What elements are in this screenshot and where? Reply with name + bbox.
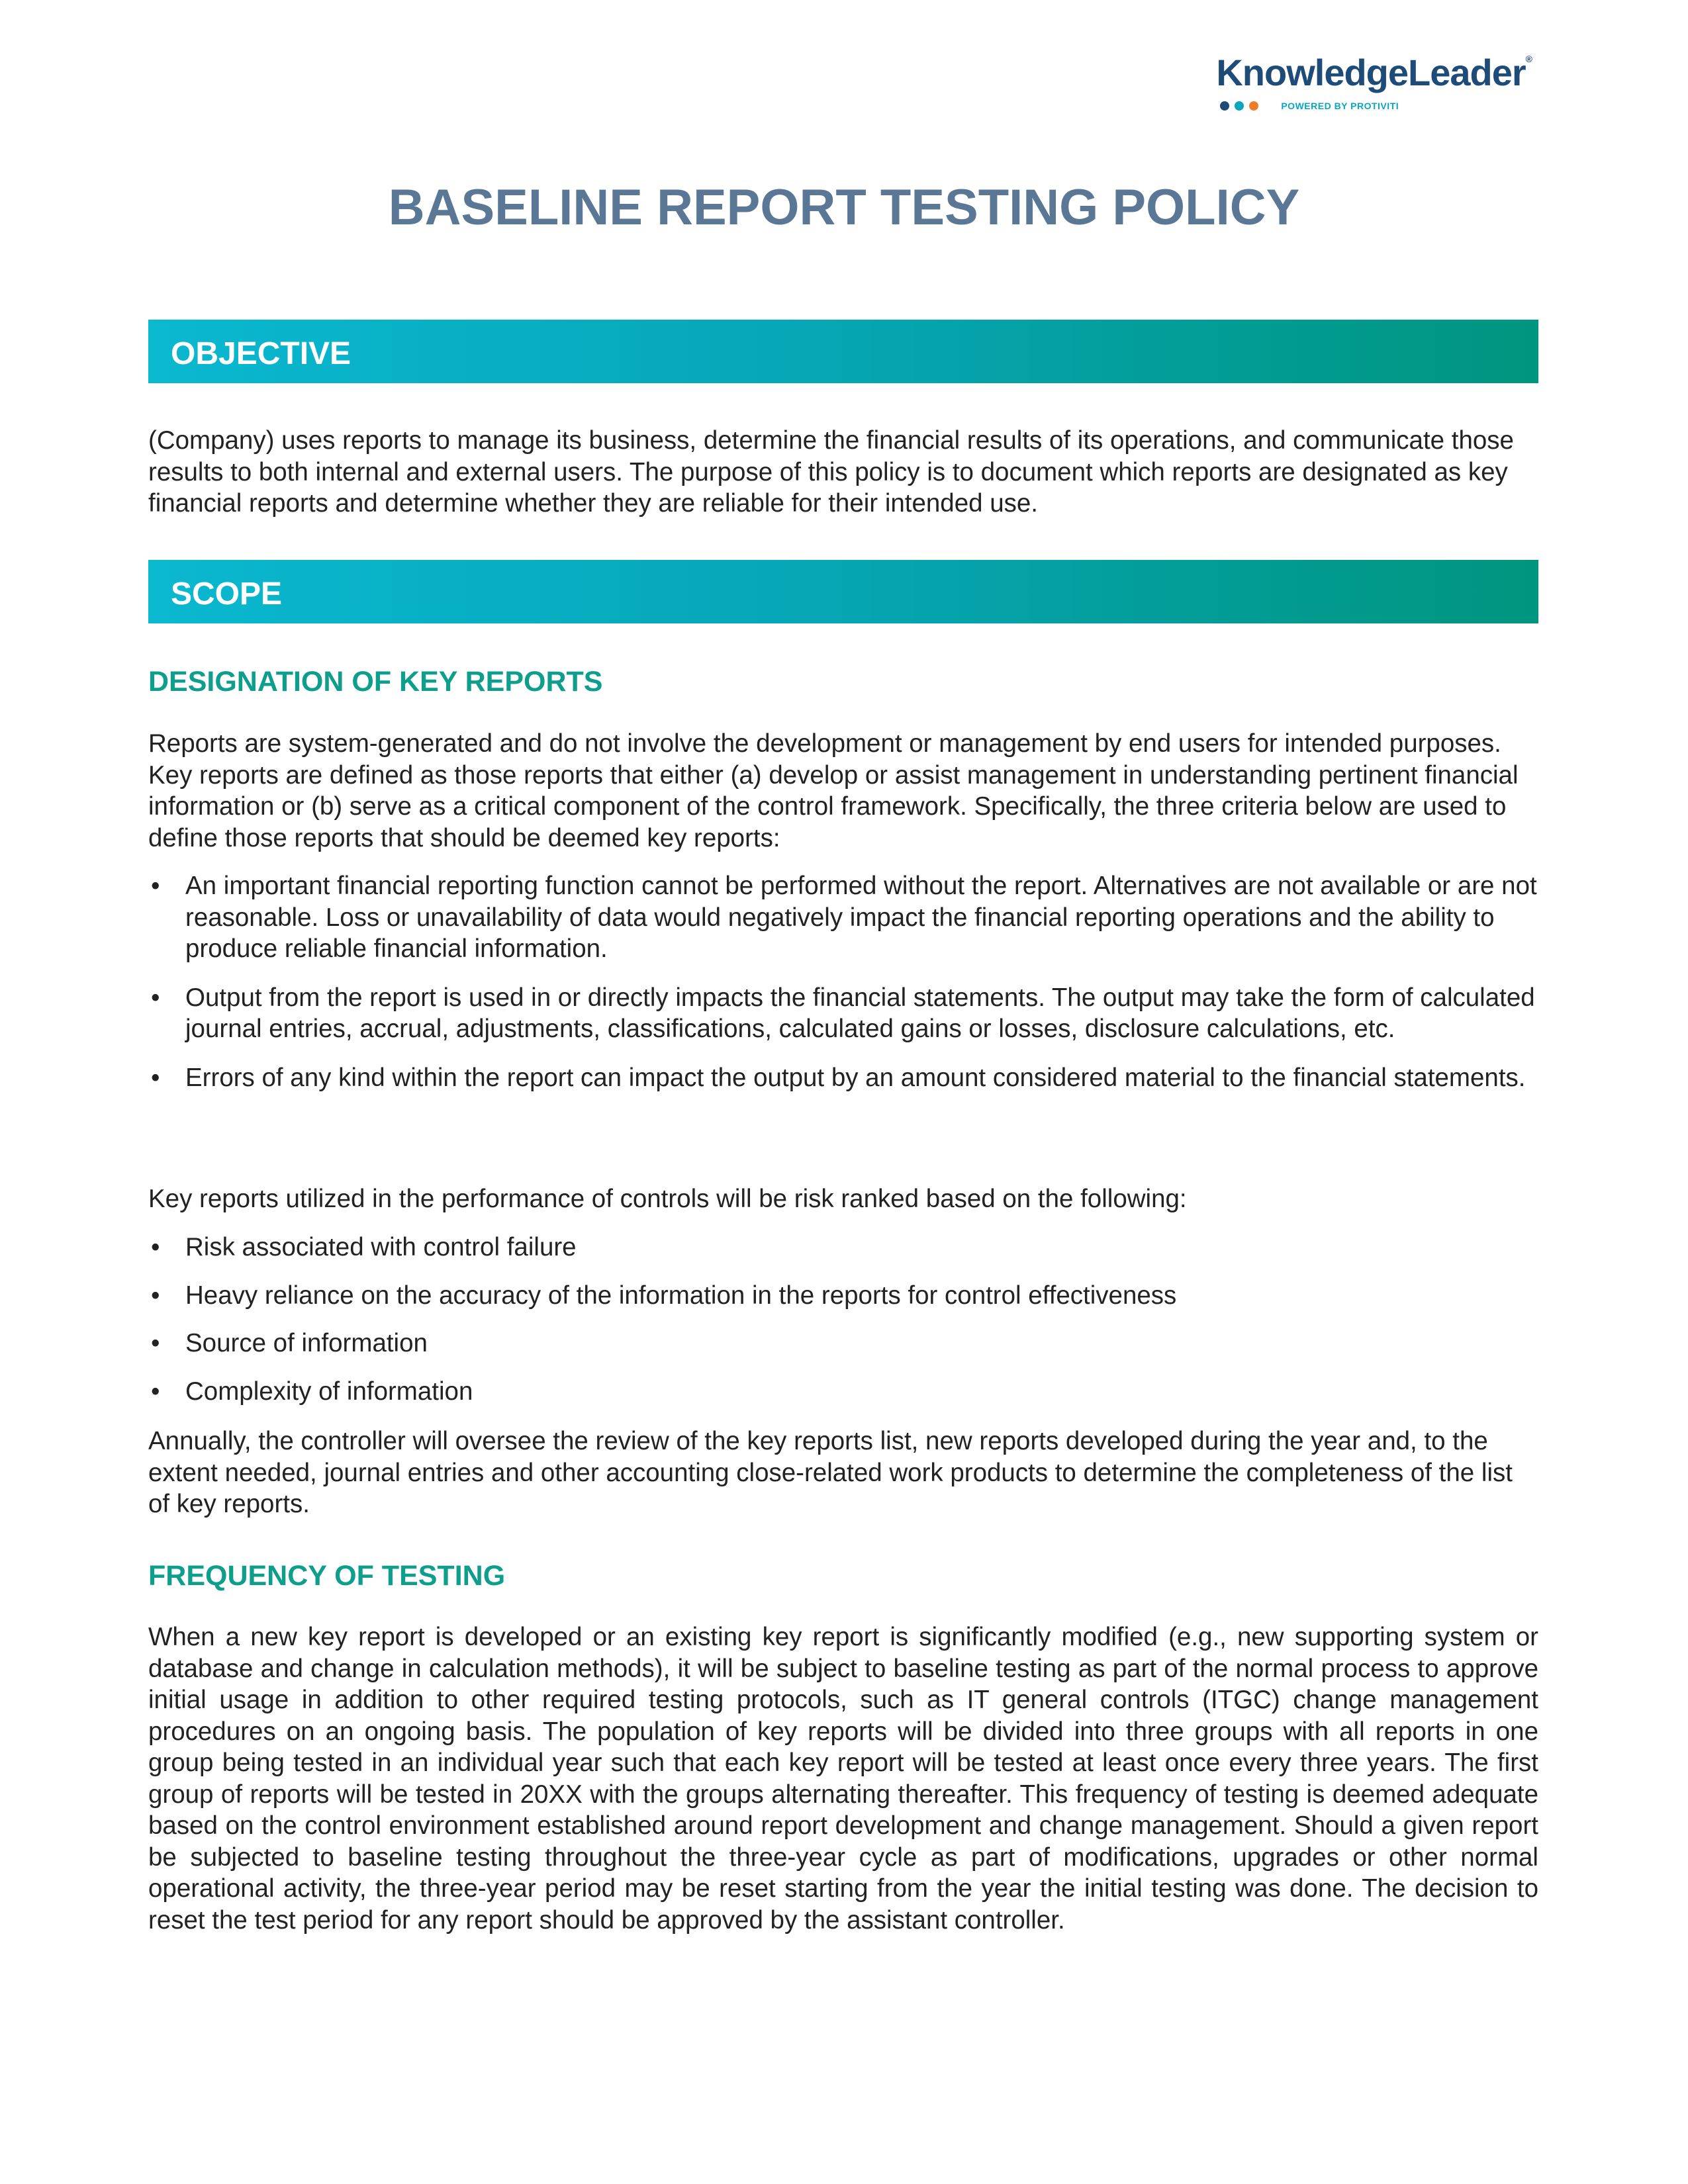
logo-dot-icon bbox=[1235, 101, 1244, 111]
logo-dot-icon bbox=[1220, 101, 1229, 111]
logo-wordmark: KnowledgeLeader bbox=[1216, 52, 1526, 93]
risk-factor-item: • Heavy reliance on the accuracy of the information in the reports for control effectiveness bbox=[148, 1280, 1538, 1312]
scope-section-header bbox=[148, 560, 1538, 623]
frequency-heading: FREQUENCY OF TESTING bbox=[148, 1560, 506, 1592]
page-title: BASELINE REPORT TESTING POLICY bbox=[388, 179, 1300, 236]
criteria-item: • An important financial reporting function cannot be performed without the report. Alternatives are not available or are not reasonable. Loss or unavailability of data would negatively impact the financial reporting operations and the ability to produce reliable financial information. bbox=[151, 872, 1537, 963]
frequency-body: When a new key report is developed or an existing key report is significantly modified (e.g., new supporting system or database and change in calculation methods), it will be subject to baseline testing as part of the normal process to approve initial usage in addition to other required testing protocols, such as IT general controls (ITGC) change management procedures on an ongoing basis. The population of key reports will be divided into three groups with all reports in one group being tested in an individual year such that each key report will be tested at least once every three years. The first group of reports will be tested in 20XX with the groups alternating thereafter. This frequency of testing is deemed adequate based on the control environment established around report development and change management. Should a given report be subjected to baseline testing throughout the three-year cycle as part of modifications, upgrades or other normal operational activity, the three-year period may be reset starting from the year the initial testing was done. The decision to reset the test period for any report should be approved by the assistant controller. bbox=[148, 1623, 1538, 1934]
criteria-item: • Errors of any kind within the report can impact the output by an amount considered material to the financial statements. bbox=[148, 1062, 1538, 1094]
bullet-icon: • bbox=[151, 1377, 160, 1406]
risk-factor-item: • Source of information bbox=[148, 1328, 1538, 1359]
risk-factor-list bbox=[148, 1232, 1538, 1407]
bullet-icon: • bbox=[151, 1063, 160, 1092]
bullet-icon: • bbox=[151, 983, 160, 1012]
designation-intro: Reports are system-generated and do not involve the development or management by end users for intended purposes. Key reports are defined as those reports that either (a) develop or assist management in understanding pertinent financial information or (b) serve as a critical component of the control framework. Specifically, the three criteria below are used to define those reports that should be deemed key reports: bbox=[148, 729, 1519, 852]
logo-dot-icon bbox=[1249, 101, 1258, 111]
annual-review-paragraph: Annually, the controller will oversee the review of the key reports list, new reports developed during the year and, to the extent needed, journal entries and other accounting close-related work products to determine the completeness of the list of key reports. bbox=[148, 1427, 1513, 1518]
bullet-icon: • bbox=[151, 1281, 160, 1310]
scope-heading: SCOPE bbox=[171, 576, 283, 612]
logo-tagline-row bbox=[1216, 101, 1532, 111]
risk-factor-item: • Risk associated with control failure bbox=[148, 1232, 1538, 1263]
objective-section-header bbox=[148, 320, 1538, 383]
risk-factor-item: • Complexity of information bbox=[148, 1376, 1538, 1408]
logo-tagline: POWERED BY PROTIVITI bbox=[1281, 101, 1399, 111]
criteria-item: • Output from the report is used in or directly impacts the financial statements. The output may take the form of calculated journal entries, accrual, adjustments, classifications, calculated gains or losses, disclosure calculations, etc. bbox=[151, 983, 1535, 1043]
objective-heading: OBJECTIVE bbox=[171, 336, 352, 371]
bullet-icon: • bbox=[151, 872, 160, 900]
risk-intro: Key reports utilized in the performance of controls will be risk ranked based on the following: bbox=[148, 1185, 1187, 1213]
knowledgeleader-logo: KnowledgeLeader® POWERED BY PROTIVITI bbox=[1216, 52, 1532, 111]
bullet-icon: • bbox=[151, 1233, 160, 1261]
bullet-icon: • bbox=[151, 1329, 160, 1357]
objective-body: (Company) uses reports to manage its business, determine the financial results of its operations, and communicate those results to both internal and external users. The purpose of this policy is to document which reports are designated as key financial reports and determine whether they are reliable for their intended use. bbox=[148, 426, 1514, 518]
criteria-list bbox=[148, 870, 1538, 1093]
designation-heading: DESIGNATION OF KEY REPORTS bbox=[148, 666, 603, 698]
